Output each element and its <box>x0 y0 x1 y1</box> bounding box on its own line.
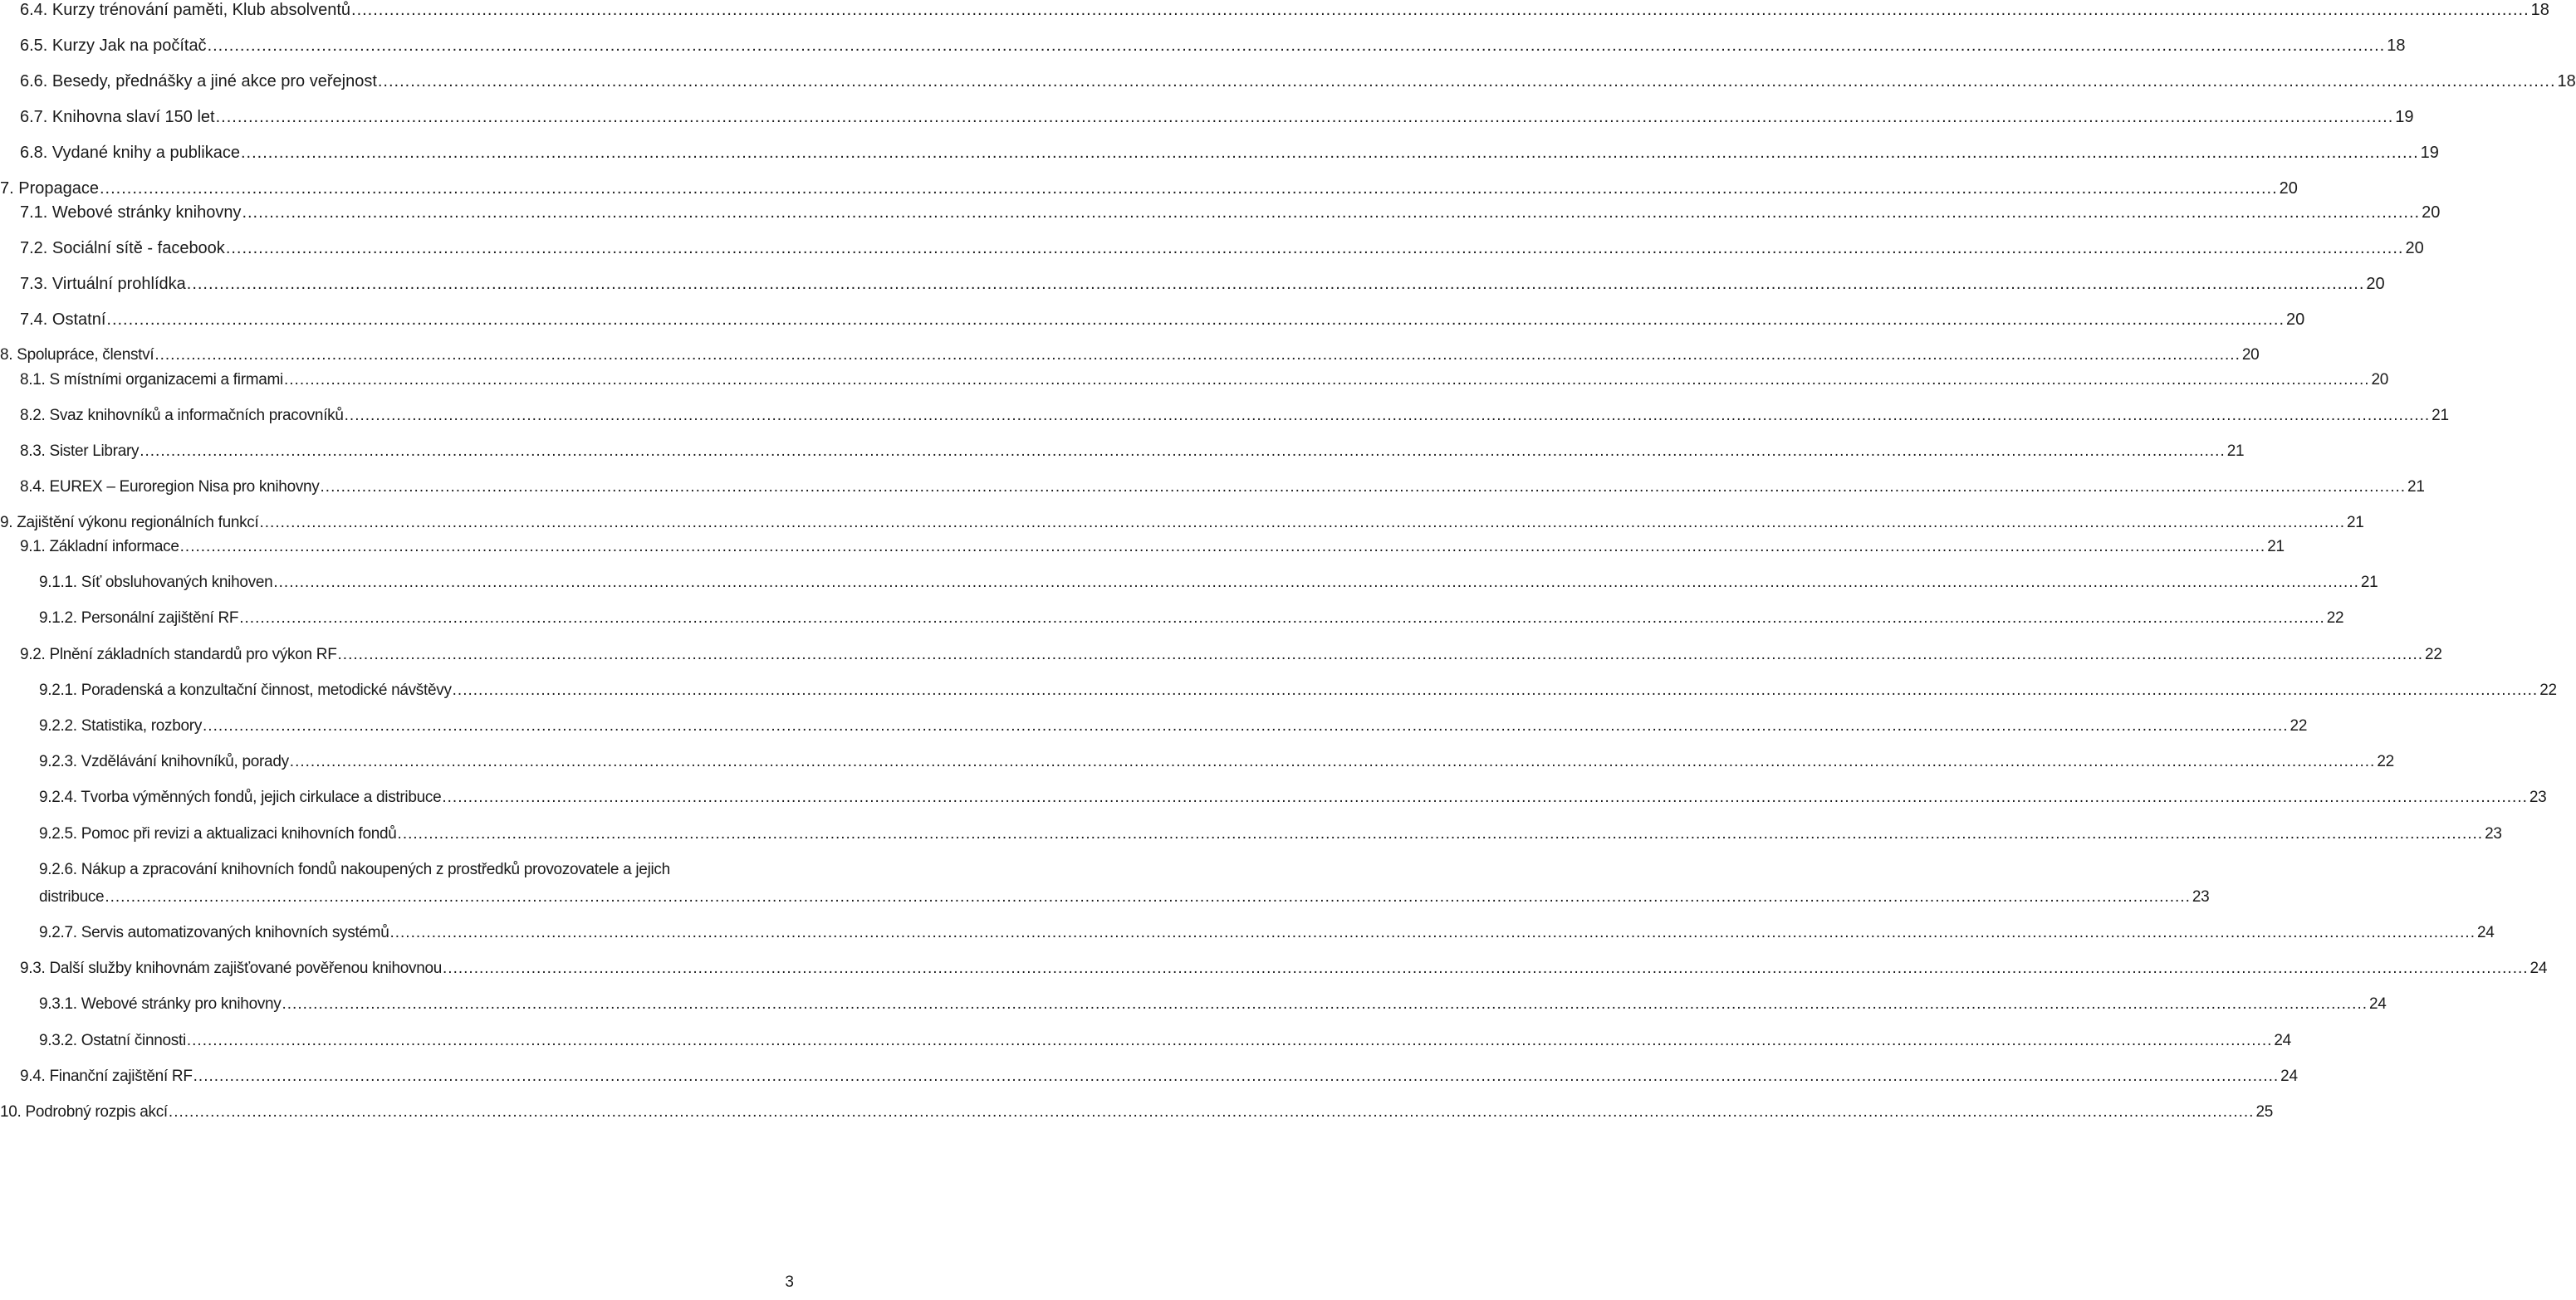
toc-entry-page: 22 <box>2425 646 2442 663</box>
dot-leader: ................................................................................................................................................................................................................................................................................................................................................................................................................ <box>320 478 2407 496</box>
toc-entry-page: 20 <box>2279 179 2298 198</box>
toc-entry-page: 24 <box>2280 1068 2298 1085</box>
toc-entry-label: 9.2.3. Vzdělávání knihovníků, porady <box>39 753 289 770</box>
toc-entry-page: 21 <box>2347 514 2364 531</box>
toc-entry-page: 20 <box>2366 275 2385 293</box>
toc-entry-page: 18 <box>2557 72 2576 90</box>
dot-leader: ................................................................................................................................................................................................................................................................................................................................................................................................................ <box>351 1 2529 19</box>
toc-entry[interactable] <box>20 274 2385 295</box>
dot-leader: ................................................................................................................................................................................................................................................................................................................................................................................................................ <box>397 825 2484 843</box>
dot-leader: ................................................................................................................................................................................................................................................................................................................................................................................................................ <box>186 275 2365 293</box>
toc-entry[interactable] <box>20 406 2449 426</box>
dot-leader: ................................................................................................................................................................................................................................................................................................................................................................................................................ <box>389 924 2476 941</box>
dot-leader: ................................................................................................................................................................................................................................................................................................................................................................................................................ <box>99 179 2278 198</box>
toc-entry-label: 9.2.5. Pomoc při revizi a aktualizaci knihovních fondů <box>39 825 397 843</box>
toc-entry[interactable] <box>20 203 2441 223</box>
toc-entry-page: 25 <box>2255 1103 2273 1121</box>
toc-entry[interactable] <box>39 1031 2291 1051</box>
toc-entry-page: 21 <box>2226 442 2245 460</box>
toc-entry-label: 6.7. Knihovna slaví 150 let <box>20 108 215 126</box>
toc-entry-label: 7.3. Virtuální prohlídka <box>20 275 186 293</box>
toc-entry-page: 24 <box>2274 1032 2291 1049</box>
toc-entry-label: 7.2. Sociální sítě - facebook <box>20 239 225 257</box>
dot-leader: ................................................................................................................................................................................................................................................................................................................................................................................................................ <box>242 203 2421 222</box>
dot-leader: ................................................................................................................................................................................................................................................................................................................................................................................................................ <box>273 574 2359 591</box>
dot-leader: ................................................................................................................................................................................................................................................................................................................................................................................................................ <box>106 310 2285 329</box>
toc-entry-label: 8.1. S místními organizacemi a firmami <box>20 371 283 389</box>
dot-leader: ................................................................................................................................................................................................................................................................................................................................................................................................................ <box>259 514 2346 531</box>
toc-entry-page: 22 <box>2539 682 2557 699</box>
toc-entry-label: 10. Podrobný rozpis akcí <box>0 1103 168 1121</box>
toc-entry-page: 21 <box>2360 574 2378 591</box>
toc-entry-label: 9.1.1. Síť obsluhovaných knihoven <box>39 574 273 591</box>
toc-entry[interactable] <box>20 645 2442 665</box>
dot-leader: ................................................................................................................................................................................................................................................................................................................................................................................................................ <box>225 239 2404 257</box>
toc-entry-label: 9.2.4. Tvorba výměnných fondů, jejich cirkulace a distribuce <box>39 789 442 806</box>
dot-leader: ................................................................................................................................................................................................................................................................................................................................................................................................................ <box>186 1032 2273 1049</box>
toc-entry-page: 23 <box>2529 789 2547 806</box>
toc-entry[interactable] <box>20 238 2424 259</box>
toc-entry[interactable] <box>20 537 2285 557</box>
toc-entry-label: 9.3. Další služby knihovnám zajišťované pověřenou knihovnou <box>20 960 443 977</box>
toc-entry-page: 23 <box>2485 825 2502 843</box>
toc-entry-label: 7. Propagace <box>0 179 99 198</box>
toc-entry-label: 9.1.2. Personální zajištění RF <box>39 609 239 627</box>
toc-entry-page: 24 <box>2477 924 2495 941</box>
toc-entry[interactable] <box>20 71 2576 92</box>
toc-entry[interactable] <box>20 1067 2298 1087</box>
toc-entry-label: 9.4. Finanční zajištění RF <box>20 1068 193 1085</box>
page-number: 3 <box>785 1273 794 1291</box>
dot-leader: ................................................................................................................................................................................................................................................................................................................................................................................................................ <box>337 646 2424 663</box>
dot-leader: ................................................................................................................................................................................................................................................................................................................................................................................................................ <box>283 371 2370 389</box>
dot-leader: ................................................................................................................................................................................................................................................................................................................................................................................................................ <box>377 72 2556 90</box>
toc-entry-page: 21 <box>2267 538 2285 555</box>
toc-entry[interactable] <box>39 788 2547 808</box>
toc-entry-page: 20 <box>2286 310 2305 329</box>
toc-entry[interactable] <box>0 345 2260 365</box>
toc-entry-label: distribuce <box>39 888 105 906</box>
toc-entry[interactable] <box>20 143 2439 164</box>
toc-entry-label: 9.3.1. Webové stránky pro knihovny <box>39 995 282 1013</box>
toc-entry-page: 19 <box>2420 144 2439 162</box>
toc-entry-page: 21 <box>2432 407 2449 424</box>
toc-entry-page: 21 <box>2407 478 2425 496</box>
toc-entry-label: 8.3. Sister Library <box>20 442 140 460</box>
toc-entry-page: 22 <box>2290 717 2308 735</box>
dot-leader: ................................................................................................................................................................................................................................................................................................................................................................................................................ <box>442 789 2528 806</box>
toc-entry[interactable] <box>20 107 2414 128</box>
toc-entry-page: 24 <box>2369 995 2387 1013</box>
dot-leader: ................................................................................................................................................................................................................................................................................................................................................................................................................ <box>241 144 2419 162</box>
toc-entry[interactable] <box>39 887 2210 907</box>
dot-leader: ................................................................................................................................................................................................................................................................................................................................................................................................................ <box>203 717 2289 735</box>
toc-entry[interactable] <box>20 959 2548 979</box>
toc-entry[interactable] <box>39 995 2387 1014</box>
toc-entry[interactable] <box>0 178 2298 199</box>
toc-entry-label: 6.6. Besedy, přednášky a jiné akce pro veřejnost <box>20 72 377 90</box>
dot-leader: ................................................................................................................................................................................................................................................................................................................................................................................................................ <box>193 1068 2280 1085</box>
toc-entry[interactable] <box>20 0 2549 21</box>
toc-entry-label: 7.1. Webové stránky knihovny <box>20 203 242 222</box>
toc-entry-page: 18 <box>2530 1 2549 19</box>
dot-leader: ................................................................................................................................................................................................................................................................................................................................................................................................................ <box>452 682 2539 699</box>
toc-entry-label: 8.4. EUREX – Euroregion Nisa pro knihovny <box>20 478 320 496</box>
toc-entry-label: 6.4. Kurzy trénování paměti, Klub absolventů <box>20 1 351 19</box>
toc-entry[interactable] <box>20 310 2305 330</box>
toc-entry-page: 24 <box>2529 960 2548 977</box>
toc-entry-page: 20 <box>2422 203 2441 222</box>
toc-entry-page: 20 <box>2241 346 2260 364</box>
dot-leader: ................................................................................................................................................................................................................................................................................................................................................................................................................ <box>207 37 2386 55</box>
toc-entry-label: 9.2.7. Servis automatizovaných knihovních systémů <box>39 924 389 941</box>
toc-entry[interactable] <box>0 1102 2273 1122</box>
toc-entry-label: 6.8. Vydané knihy a publikace <box>20 144 240 162</box>
toc-entry-label: 8.2. Svaz knihovníků a informačních pracovníků <box>20 407 344 424</box>
toc-entry-label: 7.4. Ostatní <box>20 310 106 329</box>
toc-entry-page: 20 <box>2405 239 2424 257</box>
dot-leader: ................................................................................................................................................................................................................................................................................................................................................................................................................ <box>179 538 2266 555</box>
toc-entry-page: 18 <box>2387 37 2406 55</box>
toc-entry[interactable] <box>39 752 2394 772</box>
toc-entry-label: 9.2.1. Poradenská a konzultační činnost, metodické návštěvy <box>39 682 452 699</box>
dot-leader: ................................................................................................................................................................................................................................................................................................................................................................................................................ <box>105 888 2191 906</box>
toc-entry-label: 9.3.2. Ostatní činnosti <box>39 1032 186 1049</box>
toc-entry[interactable] <box>39 681 2557 701</box>
dot-leader: ................................................................................................................................................................................................................................................................................................................................................................................................................ <box>344 407 2431 424</box>
toc-entry-page: 19 <box>2395 108 2414 126</box>
toc-entry-label: 9.2.2. Statistika, rozbory <box>39 717 203 735</box>
toc-entry[interactable] <box>20 442 2245 462</box>
toc-entry[interactable] <box>39 573 2378 593</box>
toc-entry-label: 9.1. Základní informace <box>20 538 179 555</box>
toc-entry[interactable] <box>20 477 2425 497</box>
toc-entry-label: 8. Spolupráce, členství <box>0 346 154 364</box>
toc-entry-page: 22 <box>2377 753 2394 770</box>
dot-leader: ................................................................................................................................................................................................................................................................................................................................................................................................................ <box>168 1103 2255 1121</box>
toc-entry[interactable] <box>39 824 2502 844</box>
toc-entry-label-line1: 9.2.6. Nákup a zpracování knihovních fondů nakoupených z prostředků provozovatele a jejich <box>39 861 670 878</box>
dot-leader: ................................................................................................................................................................................................................................................................................................................................................................................................................ <box>215 108 2394 126</box>
toc-entry-label: 6.5. Kurzy Jak na počítač <box>20 37 207 55</box>
dot-leader: ................................................................................................................................................................................................................................................................................................................................................................................................................ <box>289 753 2376 770</box>
toc-entry[interactable] <box>39 923 2495 943</box>
toc-entry[interactable] <box>20 36 2406 56</box>
toc-entry-page: 20 <box>2371 371 2389 389</box>
dot-leader: ................................................................................................................................................................................................................................................................................................................................................................................................................ <box>154 346 2241 364</box>
toc-entry[interactable] <box>39 608 2344 628</box>
dot-leader: ................................................................................................................................................................................................................................................................................................................................................................................................................ <box>140 442 2226 460</box>
toc-entry-page: 22 <box>2326 609 2344 627</box>
toc-entry-label: 9. Zajištění výkonu regionálních funkcí <box>0 514 259 531</box>
toc-entry[interactable] <box>0 513 2364 533</box>
dot-leader: ................................................................................................................................................................................................................................................................................................................................................................................................................ <box>443 960 2529 977</box>
toc-entry[interactable] <box>39 716 2308 736</box>
toc-entry[interactable] <box>20 370 2389 390</box>
dot-leader: ................................................................................................................................................................................................................................................................................................................................................................................................................ <box>239 609 2325 627</box>
toc-entry-label: 9.2. Plnění základních standardů pro výkon RF <box>20 646 337 663</box>
toc-entry-page: 23 <box>2192 888 2210 906</box>
dot-leader: ................................................................................................................................................................................................................................................................................................................................................................................................................ <box>282 995 2368 1013</box>
